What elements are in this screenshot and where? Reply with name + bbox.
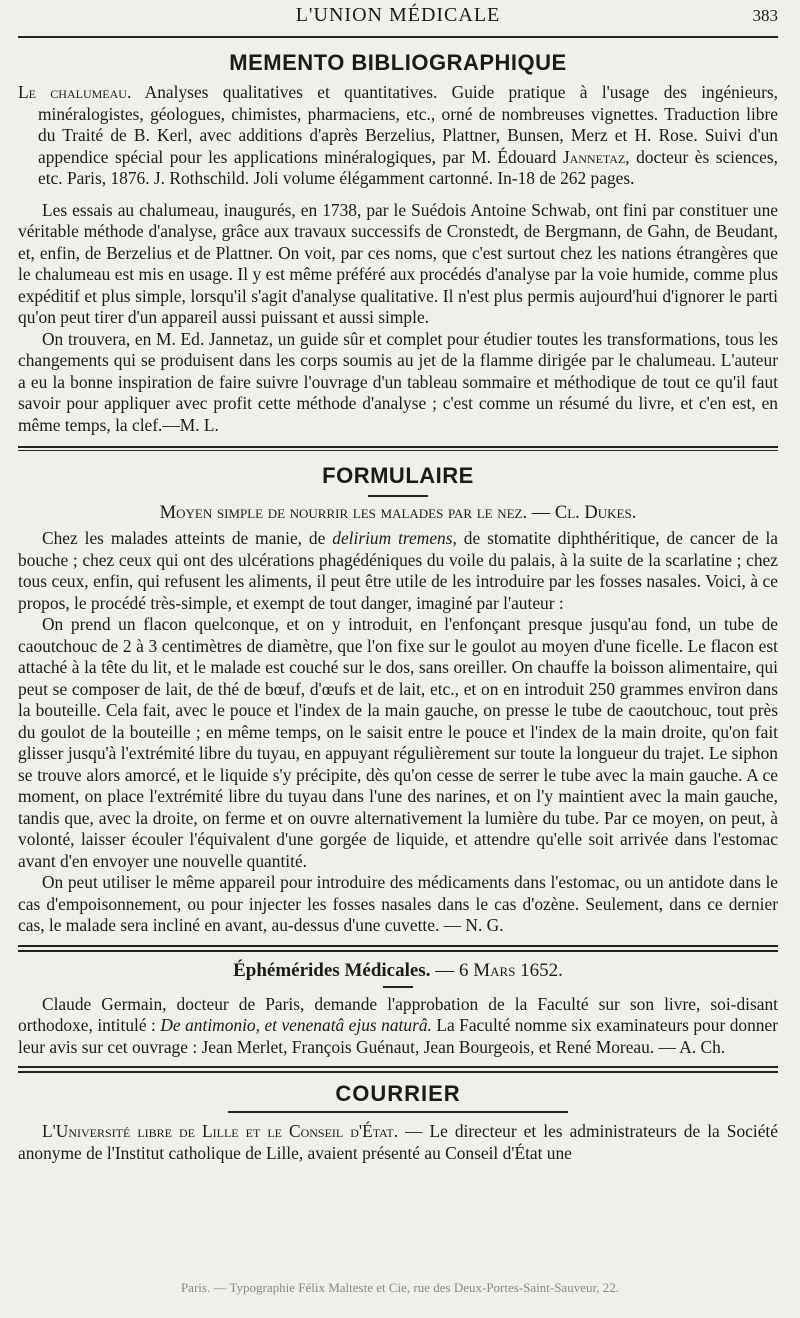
- ephemerides-paragraph-italic: De antimonio, et venenatâ ejus naturâ.: [160, 1015, 432, 1035]
- formulaire-title: FORMULAIRE: [322, 463, 474, 488]
- section-divider: [18, 1066, 778, 1073]
- title-underline: [228, 1111, 568, 1113]
- courrier-text: — Le directeur et les administrateurs de la Société anonyme de l'Institut catholique de Lille, avaient présenté au Conseil d'État une: [18, 1121, 778, 1163]
- ephemerides-date: — 6 Mars 1652.: [435, 959, 563, 981]
- memento-title: MEMENTO BIBLIOGRAPHIQUE: [229, 50, 567, 75]
- memento-entry-author: Jannetaz,: [562, 146, 630, 167]
- ephemerides-heading: Éphémérides Médicales.: [233, 959, 431, 981]
- page-header: [18, 0, 778, 38]
- ephemerides-title: [18, 960, 778, 982]
- formulaire-paragraph-2: On prend un flacon quelconque, et on y introduit, en l'enfonçant presque jusqu'au fond, un tube de caoutchouc de 2 à 3 centimètres de diamètre, que l'on fixe sur le goulot au moyen d'une ficelle. Le flacon est attaché à la tête du lit, et le malade est couché sur le dos, sans oreiller. On chauffe la boisson alimentaire, qui peut se composer de lait, de thé de bœuf, d'œufs et de lait, etc., et on en introduit 250 grammes environ dans la bouteille. Cela fait, avec le pouce et l'index de la main gauche, on presse le tube de caoutchouc, tout près du goulot de la bouteille ; en même temps, on le saisit entre le pouce et l'index de la main droite, qu'on fait glisser jusqu'à l'extrémité libre du tuyau, en appuyant régulièrement sur toute la longueur du trajet. Le siphon se trouve alors amorcé, et le liquide s'y précipite, dès qu'on cesse de serrer le tube avec la main gauche. A ce moment, on place l'extrémité libre du tuyau dans l'une des narines, et on l'y maintient avec la main gauche, tandis que, avec la droite, on ferme et on ouvre alternativement la lumière du tube. Par ce moyen, on peut, à volonté, laisser écouler l'équivalent d'une gorgée de liquide, et attendre qu'elle soit arrivée dans l'estomac avant d'en envoyer une nouvelle quantité.: [18, 614, 778, 871]
- formulaire-paragraph-1-b: de stomatite diphthéritique, de cancer de la bouche ; chez ceux qui ont des ulcérations phagédéniques du voile du palais, à la suite de la scarlatine ; chez tous ceux, enfin, qui refusent les aliments, il peut être utile de les introduire par les fosses nasales. Voici, à ce propos, le procédé très-simple, et exempt de tout danger, imaginé par l'auteur :: [18, 528, 778, 613]
- memento-entry-text-end: docteur ès sciences, etc. Paris, 1876. J. Rothschild. Joli volume élégamment cartonné. In-18 de 262 pages.: [38, 146, 778, 188]
- memento-entry-lead: Le chalumeau.: [18, 82, 132, 102]
- formulaire-subhead: [18, 503, 778, 524]
- title-underline: [368, 495, 428, 497]
- formulaire-subhead-author: — Cl. Dukes.: [531, 503, 637, 523]
- memento-paragraph-2: On trouvera, en M. Ed. Jannetaz, un guide sûr et complet pour étudier toutes les transformations, tous les changements qui se produisent dans les corps soumis au jet de la flamme dirigée par le chalumeau. L'auteur a eu la bonne inspiration de faire suivre l'ouvrage d'un tableau sommaire et méthodique de tout ce qu'il faut savoir pour appliquer avec profit cette méthode d'analyse ; c'est comme un résumé du livre, et c'en est, en même temps, la clef.—M. L.: [18, 328, 778, 435]
- section-divider: [18, 945, 778, 952]
- formulaire-paragraph-1: [18, 528, 778, 614]
- ephemerides-paragraph-a: Claude Germain, docteur de Paris, demande l'approbation de la Faculté sur son livre, soi-disant orthodoxe, intitulé :: [18, 993, 778, 1035]
- memento-entry: [18, 82, 778, 190]
- memento-entry-text: Analyses qualitatives et quantitatives. Guide pratique à l'usage des ingénieurs, minéralogistes, géologues, chimistes, pharmaciens, etc., orné de nombreuses vignettes. Traduction libre du Traité de B. Kerl, avec additions d'après Berzelius, Plattner, Bunsen, Merz et H. Rose. Suivi d'un appendice spécial pour les applications minéralogiques, par M. Édouard: [38, 82, 779, 167]
- title-underline: [383, 986, 413, 988]
- formulaire-paragraph-1-italic: delirium tremens,: [332, 528, 457, 548]
- formulaire-subhead-lead: Moyen simple de nourrir les malades par le nez.: [159, 503, 528, 523]
- section-divider: [18, 446, 778, 451]
- memento-paragraph-1: Les essais au chalumeau, inaugurés, en 1738, par le Suédois Antoine Schwab, ont fini par constituer une véritable méthode d'analyse, grâce aux travaux successifs de Cronstedt, de Bergmann, de Gahn, de Beudant, et, enfin, de Berzelius et de Plattner. On voit, par ces noms, que c'est surtout chez les nations étrangères que le chalumeau est mis en usage. Il y est même préféré aux procédés d'analyse par la voie humide, comme plus expéditif et plus simple, lorsqu'il s'agit d'analyse qualitative. Il n'est plus permis aujourd'hui d'ignorer le parti qu'on peut tirer d'un appareil aussi puissant et aussi simple.: [18, 199, 778, 327]
- ephemerides-paragraph: [18, 994, 778, 1059]
- courrier-title: COURRIER: [335, 1081, 461, 1106]
- page-number: 383: [752, 6, 778, 25]
- journal-title: L'UNION MÉDICALE: [295, 4, 501, 26]
- formulaire-paragraph-3: On peut utiliser le même appareil pour introduire des médicaments dans l'estomac, ou un antidote dans le cas d'empoisonnement, ou pour injecter les fosses nasales dans le cas d'ozène. Seulement, dans ce dernier cas, le malade sera incliné en avant, au-dessus d'une cuvette. — N. G.: [18, 872, 778, 935]
- ephemerides-paragraph-b: La Faculté nomme six examinateurs pour donner leur avis sur cet ouvrage : Jean Merlet, François Guénaut, Jean Bourgeois, et René Moreau. — A. Ch.: [18, 1015, 778, 1057]
- formulaire-paragraph-1-a: Chez les malades atteints de manie, de: [42, 528, 326, 548]
- courrier-lead: L'Université libre de Lille et le Conseil d'État.: [42, 1121, 399, 1141]
- courrier-paragraph: [18, 1121, 778, 1164]
- printer-imprint: Paris. — Typographie Félix Malteste et Cie, rue des Deux-Portes-Saint-Sauveur, 22.: [180, 1280, 620, 1295]
